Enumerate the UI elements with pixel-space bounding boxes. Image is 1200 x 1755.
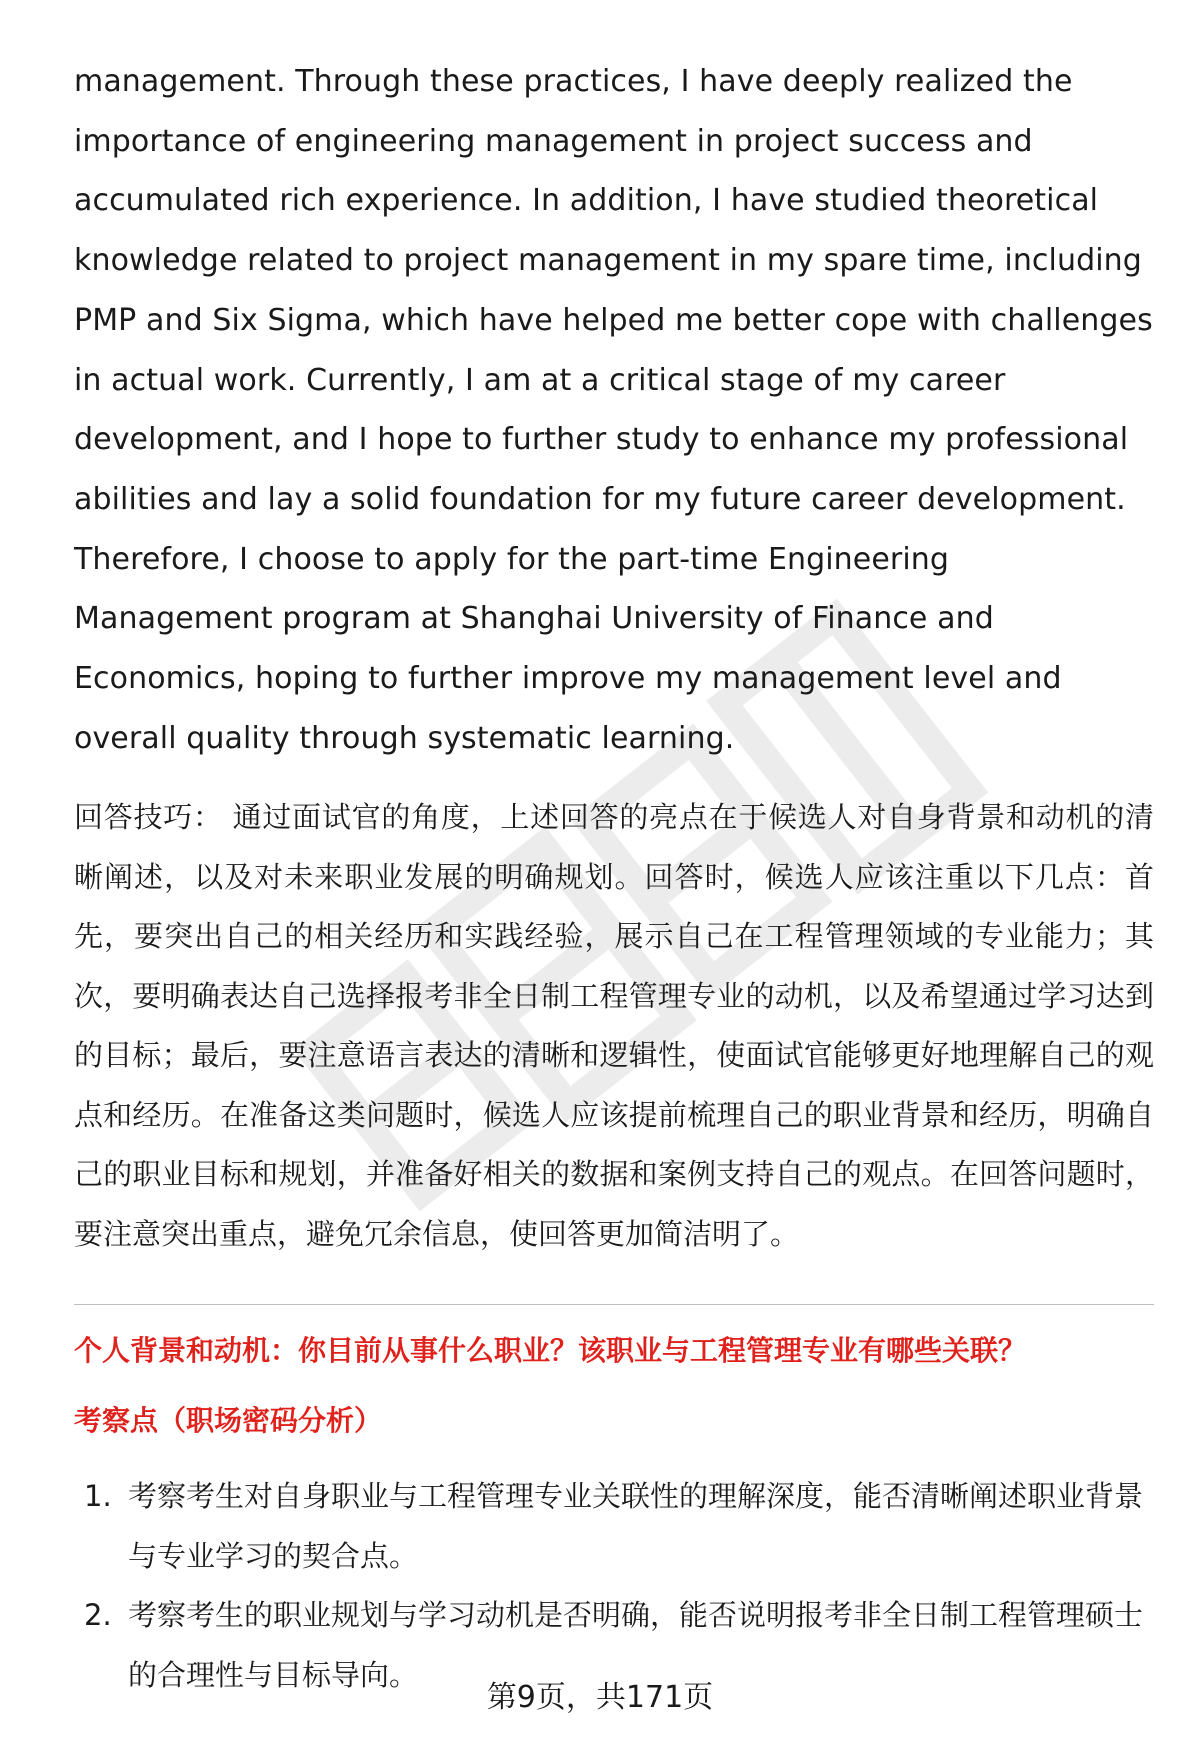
answer-tips-paragraph: 回答技巧： 通过面试官的角度，上述回答的亮点在于候选人对自身背景和动机的清晰阐述，以及对未来职业发展的明确规划。回答时，候选人应该注重以下几点：首先，要突出自己的相关经历和实践经验，展示自己在工程管理领域的专业能力；其次，要明确表达自己选择报考非全日制工程管理专业的动机，以及希望通过学习达到的目标；最后，要注意语言表达的清晰和逻辑性，使面试官能够更好地理解自己的观点和经历。在准备这类问题时，候选人应该提前梳理自己的职业背景和经历，明确自己的职业目标和规划，并准备好相关的数据和案例支持自己的观点。在回答问题时，要注意突出重点，避免冗余信息，使回答更加简洁明了。 — [74, 800, 1154, 1251]
list-item — [74, 1467, 1154, 1586]
assessment-points-list — [74, 1467, 1154, 1705]
assessment-subheading: 考察点（职场密码分析） — [74, 1404, 383, 1438]
main-content — [74, 52, 1154, 1705]
list-item-number: 1. — [84, 1479, 112, 1514]
list-item-text: 考察考生对自身职业与工程管理专业关联性的理解深度，能否清晰阐述职业背景与专业学习的契合点。 — [128, 1479, 1144, 1573]
question-title: 个人背景和动机：你目前从事什么职业？该职业与工程管理专业有哪些关联？ — [74, 1334, 1027, 1368]
english-answer-paragraph: management. Through these practices, I have deeply realized the importance of engineering management in project success and accumulated rich experience. In addition, I have studied theoretical knowledge related to project management in my spare time, including PMP and Six Sigma, which have helped me better cope with challenges in actual work. Currently, I am at a critical stage of my career development, and I hope to further study to enhance my professional abilities and lay a solid foundation for my future career development. Therefore, I choose to apply for the part-time Engineering Management program at Shanghai University of Finance and Economics, hoping to further improve my management level and overall quality through systematic learning. — [74, 64, 1153, 756]
section-divider — [74, 1304, 1154, 1305]
list-item-number: 2. — [84, 1598, 112, 1633]
list-item-text: 考察考生的职业规划与学习动机是否明确，能否说明报考非全日制工程管理硕士的合理性与目标导向。 — [128, 1598, 1144, 1692]
page-footer: 第9页，共171页 — [486, 1680, 714, 1715]
